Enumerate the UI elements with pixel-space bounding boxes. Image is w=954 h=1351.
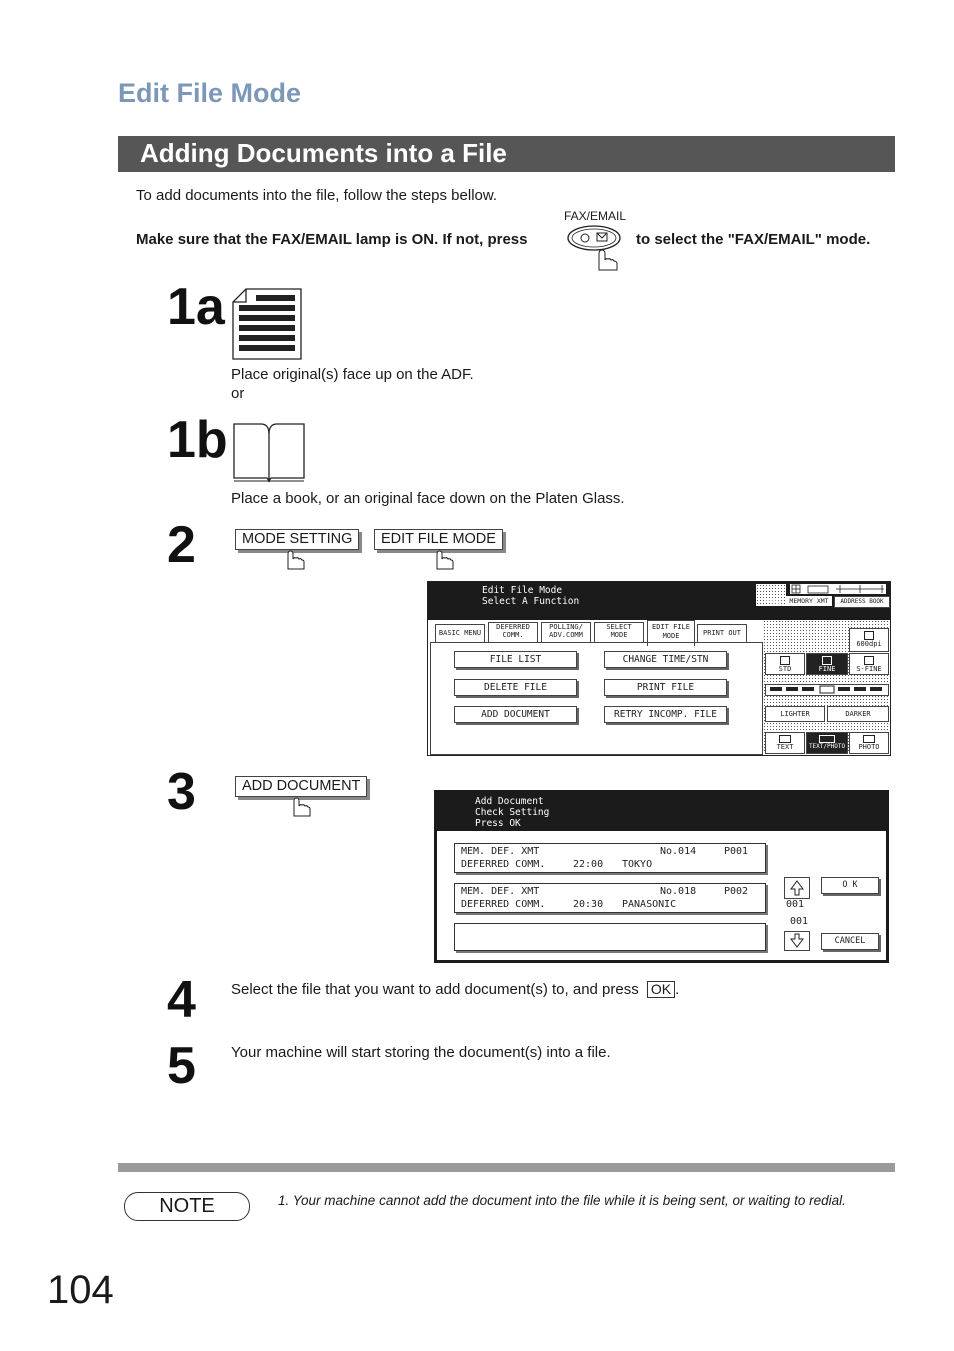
lcd-add-document-screen [434,790,889,963]
ok-button[interactable]: O K [821,877,879,894]
delete-file-button[interactable]: DELETE FILE [454,679,577,696]
ok-key[interactable]: OK [647,981,675,998]
grid-icon [780,656,790,665]
lcd-header [437,793,886,831]
file-list-button[interactable]: FILE LIST [454,651,577,668]
darker-button[interactable] [827,706,889,722]
file-entry-empty[interactable] [454,923,766,951]
retry-incomp-file-button[interactable]: RETRY INCOMP. FILE [604,706,727,723]
finger-press-icon [433,546,455,570]
resolution-sfine-button[interactable] [849,653,889,675]
std-label: STD [778,665,792,673]
step-5-number: 5 [167,1037,196,1095]
status-icons-strip-icon [790,584,886,594]
text-label: TEXT [776,743,794,751]
page-number: 104 [47,1268,114,1312]
step-1b-number: 1b [167,411,228,469]
page-title-bar [118,136,895,172]
tab-label: EDIT FILE [652,623,690,631]
status-address-book[interactable]: ADDRESS BOOK [834,596,890,608]
entry-pages: P002 [724,886,749,897]
intro-text: To add documents into the file, follow the steps bellow. [136,187,498,204]
entry-time: 20:30 [573,899,604,910]
lamp-instruction-before: Make sure that the FAX/EMAIL lamp is ON. If not, press [136,231,528,248]
textphoto-mode-icon [819,735,835,743]
scroll-up-button[interactable] [784,877,810,899]
lighter-label: LIGHTER [780,710,810,718]
fine-label: FINE [818,665,836,673]
add-document-button[interactable]: ADD DOCUMENT [454,706,577,723]
function-panel [430,642,763,755]
grid-icon [864,656,874,665]
lcd-header [428,582,890,620]
step-1a-number: 1a [167,278,225,336]
contrast-scale-icon [766,685,888,695]
lcd-status-icons [790,584,886,594]
contrast-scale[interactable] [765,684,889,696]
step-1a-or: or [231,385,245,402]
entry-type: MEM. DEF. XMT [461,846,540,857]
entry-mode: DEFERRED COMM. [461,899,546,910]
book-icon [231,422,307,484]
section-title: Edit File Mode [118,78,302,108]
step-4-instruction: Select the file that you want to add document(s) to, and press [231,981,639,998]
tab-label: MODE [610,631,628,639]
step-3-number: 3 [167,763,196,821]
lcd-line1: Edit File Mode [482,585,563,596]
note-label: NOTE [124,1192,250,1221]
status-tiff: TIFF [766,599,782,607]
grid-icon [822,656,832,665]
status-memory-xmt[interactable]: MEMORY XMT [786,596,832,606]
tab-label: ADV.COMM [549,631,583,639]
step-4-text [231,981,679,998]
entry-file-number: No.018 [660,886,697,897]
resolution-std-button[interactable] [765,653,805,675]
fax-email-label: FAX/EMAIL [564,209,627,223]
step-5-text: Your machine will start storing the document(s) into a file. [231,1044,611,1061]
scroll-down-button[interactable] [784,931,810,951]
lighter-button[interactable] [765,706,825,722]
arrow-down-icon [785,932,809,950]
darker-label: DARKER [845,710,871,718]
lcd-line3: Press OK [475,818,521,829]
finger-press-icon [290,793,312,817]
entry-pages: P001 [724,846,749,857]
page-title: Adding Documents into a File [140,138,507,168]
step-4-number: 4 [167,971,196,1029]
tab-label: BASIC MENU [438,629,482,637]
page-counter-top: 001 [786,899,805,910]
resolution-600dpi-button[interactable] [849,628,889,652]
tab-label: POLLING/ [549,623,583,631]
lcd-line2: Select A Function [482,596,580,607]
entry-mode: DEFERRED COMM. [461,859,546,870]
photo-label: PHOTO [858,743,880,751]
entry-time: 22:00 [573,859,604,870]
add-document-key[interactable]: ADD DOCUMENT [235,776,367,797]
entry-file-number: No.014 [660,846,697,857]
print-file-button[interactable]: PRINT FILE [604,679,727,696]
tab-label: PRINT OUT [703,629,741,637]
mode-setting-key[interactable]: MODE SETTING [235,529,359,550]
text-mode-icon [779,735,791,743]
edit-file-mode-key[interactable]: EDIT FILE MODE [374,529,503,550]
tab-polling-adv-comm[interactable] [541,622,591,643]
fax-email-button-icon [566,224,624,272]
mode-photo-button[interactable] [849,732,889,754]
sfine-label: S-FINE [856,665,882,673]
settings-panel [763,620,889,753]
step-2-number: 2 [167,516,196,574]
entry-station: TOKYO [622,859,653,870]
tab-basic-menu[interactable] [435,624,485,643]
lcd-edit-file-mode-screen [427,581,891,756]
tab-label: COMM. [502,631,524,639]
tab-print-out[interactable] [697,624,747,643]
change-time-stn-button[interactable]: CHANGE TIME/STN [604,651,727,668]
lcd-line2: Check Setting [475,807,550,818]
cancel-button[interactable]: CANCEL [821,933,879,950]
lamp-instruction-after: to select the "FAX/EMAIL" mode. [636,231,871,248]
mode-text-button[interactable] [765,732,805,754]
dpi-label: 600dpi [856,640,882,648]
tab-label: DEFERRED [496,623,530,631]
tab-deferred-comm[interactable] [488,622,538,643]
lcd-line1: Add Document [475,796,544,807]
tab-select-mode[interactable] [594,622,644,643]
step-4-period: . [675,981,680,998]
grid-icon [864,631,874,640]
finger-press-icon [284,546,306,570]
photo-mode-icon [863,735,875,743]
file-entry[interactable] [454,843,766,873]
textphoto-label: TEXT/PHOTO [808,743,846,750]
entry-type: MEM. DEF. XMT [461,886,540,897]
file-entry[interactable] [454,883,766,913]
entry-station: PANASONIC [622,899,677,910]
step-1a-text: Place original(s) face up on the ADF. [231,366,474,383]
adf-document-icon [232,288,302,360]
arrow-up-icon [785,878,809,898]
mode-textphoto-button[interactable] [806,732,848,754]
step-1b-text: Place a book, or an original face down on the Platen Glass. [231,490,625,507]
page-counter-bottom: 001 [790,916,809,927]
tab-label: MODE [662,632,680,640]
resolution-fine-button[interactable] [806,653,848,675]
tab-label: SELECT [606,623,632,631]
note-divider [118,1163,895,1172]
note-text: 1. Your machine cannot add the document into the file while it is being sent, or waiting to redial. [278,1193,846,1208]
